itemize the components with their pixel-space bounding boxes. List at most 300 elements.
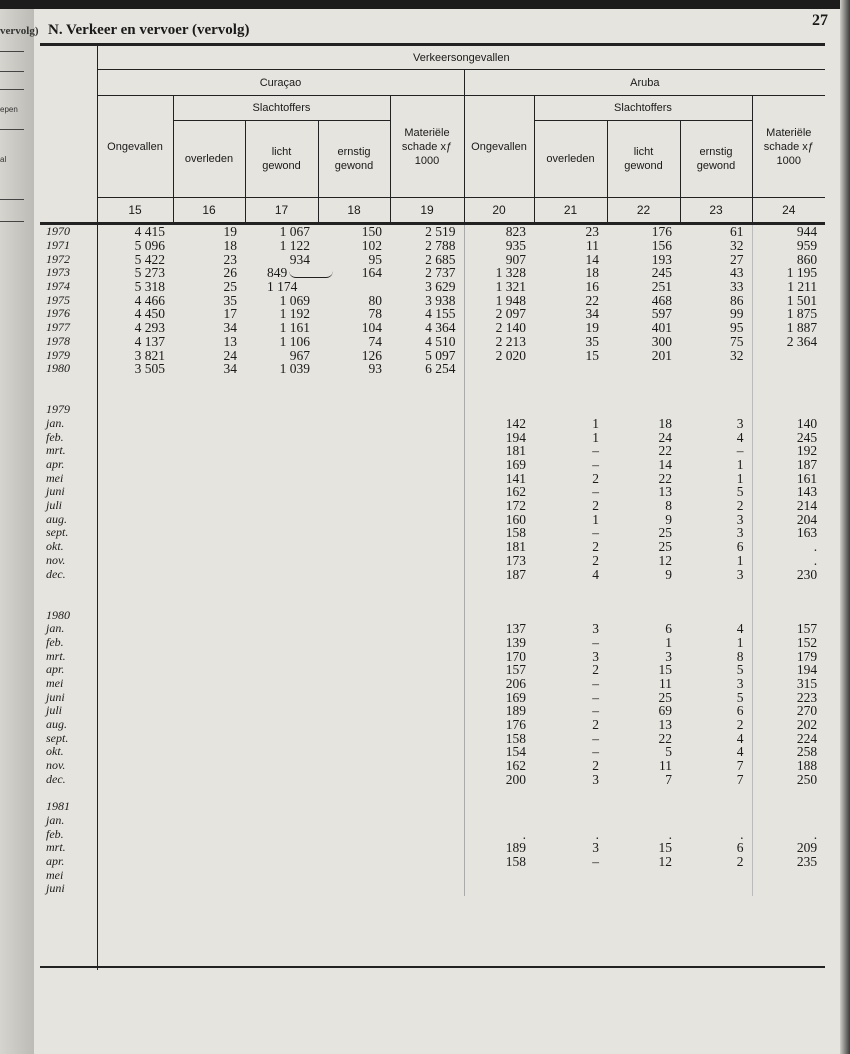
empty-cell	[390, 567, 464, 581]
empty-cell	[752, 786, 825, 800]
month-label: sept.	[40, 526, 97, 540]
table-cell	[752, 814, 825, 828]
table-cell: 11	[659, 758, 672, 774]
table-cell: 13	[658, 717, 672, 733]
table-cell: 176	[464, 718, 534, 732]
empty-cell	[245, 868, 318, 882]
column-number: 17	[245, 198, 318, 224]
empty-cell	[534, 595, 607, 609]
table-cell: 169	[464, 690, 534, 704]
empty-cell	[173, 526, 245, 540]
empty-cell	[173, 649, 245, 663]
month-row	[40, 718, 825, 732]
empty-cell	[318, 704, 390, 718]
table-cell: 4	[736, 730, 744, 746]
table-cell: 251	[651, 279, 672, 295]
table-cell: 860	[752, 252, 825, 266]
table-cell: 6	[736, 840, 744, 856]
table-cell: 193	[651, 251, 672, 267]
empty-cell	[173, 540, 245, 554]
empty-cell	[390, 718, 464, 732]
aruba-header: Aruba	[464, 70, 825, 96]
page-title: N. Verkeer en vervoer (vervolg)	[48, 22, 250, 38]
column-number: 19	[390, 198, 464, 224]
month-label: sept.	[40, 731, 97, 745]
month-row	[40, 855, 825, 869]
empty-cell	[173, 677, 245, 691]
facing-page-rule	[0, 129, 24, 130]
table-cell: 4 466	[134, 292, 165, 308]
table-cell: 35	[223, 292, 237, 308]
empty-cell	[245, 663, 318, 677]
table-cell	[534, 362, 607, 376]
table-cell: 201	[651, 347, 672, 363]
empty-cell	[173, 636, 245, 650]
table-cell: 25	[658, 689, 672, 705]
table-cell: 1 106	[279, 333, 310, 349]
aruba-ernstig-gewond-header: ernstig gewond	[680, 121, 752, 198]
empty-cell	[607, 403, 680, 417]
table-cell: 597	[651, 306, 672, 322]
scan-top-edge	[0, 0, 850, 9]
table-cell: 5 096	[134, 238, 165, 254]
empty-cell	[607, 800, 680, 814]
table-cell: 27	[730, 251, 744, 267]
empty-cell	[390, 595, 464, 609]
month-row	[40, 540, 825, 554]
empty-cell	[318, 841, 390, 855]
merged-cell-licht-ernstig: 1 174	[267, 279, 298, 295]
table-cell: 3	[736, 566, 744, 582]
table-cell: 944	[752, 224, 825, 239]
table-cell: 86	[730, 292, 744, 308]
empty-cell	[97, 677, 173, 691]
table-cell: 12	[658, 853, 672, 869]
curacao-overleden-header: overleden	[173, 121, 245, 198]
table-cell: 2 364	[752, 335, 825, 349]
table-cell: 75	[730, 333, 744, 349]
empty-cell	[97, 458, 173, 472]
merge-brace-icon	[289, 271, 333, 278]
traffic-accidents-table	[40, 43, 825, 896]
table-cell: 270	[752, 704, 825, 718]
empty-cell	[245, 786, 318, 800]
month-row	[40, 814, 825, 828]
empty-cell	[97, 417, 173, 431]
table-cell: 18	[658, 415, 672, 431]
table-cell: 4 450	[134, 306, 165, 322]
month-label: nov.	[40, 554, 97, 568]
table-cell: 162	[464, 485, 534, 499]
table-cell: 163	[752, 526, 825, 540]
table-cell: 173	[464, 554, 534, 568]
table-cell: 23	[223, 251, 237, 267]
table-cell: 170	[464, 649, 534, 663]
empty-cell	[173, 622, 245, 636]
aruba-ongevallen-header: Ongevallen	[464, 96, 534, 198]
year-label: 1971	[40, 239, 97, 253]
year-heading-row	[40, 800, 825, 814]
table-cell: 1 501	[752, 293, 825, 307]
accidents-table-wrapper	[40, 43, 825, 896]
table-cell: 43	[730, 265, 744, 281]
facing-page-rule	[0, 89, 24, 90]
table-cell	[752, 868, 825, 882]
table-cell: 2	[592, 539, 599, 555]
empty-cell	[97, 540, 173, 554]
table-cell: 25	[658, 525, 672, 541]
empty-cell	[318, 471, 390, 485]
table-cell: 1 321	[464, 280, 534, 294]
facing-page-fragment: epen	[0, 105, 18, 114]
month-label: aug.	[40, 512, 97, 526]
empty-cell	[680, 595, 752, 609]
stub-cell	[40, 786, 97, 800]
empty-cell	[390, 444, 464, 458]
table-cell: 22	[658, 470, 672, 486]
empty-cell	[318, 567, 390, 581]
table-cell: 162	[464, 759, 534, 773]
table-cell: 235	[752, 855, 825, 869]
year-label: 1970	[40, 224, 97, 239]
empty-cell	[318, 663, 390, 677]
table-cell: 158	[464, 731, 534, 745]
empty-cell	[752, 608, 825, 622]
table-cell: –	[592, 689, 599, 705]
table-cell: –	[592, 730, 599, 746]
empty-cell	[245, 882, 318, 896]
empty-cell	[245, 800, 318, 814]
table-cell: 142	[464, 417, 534, 431]
empty-cell	[318, 608, 390, 622]
table-cell: –	[592, 634, 599, 650]
stub-cell	[40, 595, 97, 609]
table-cell: 1 039	[279, 361, 310, 377]
spacer-row	[40, 595, 825, 609]
stub-cell	[40, 581, 97, 595]
table-cell: 3 938	[425, 292, 456, 308]
table-cell: 4 510	[425, 333, 456, 349]
empty-cell	[318, 827, 390, 841]
table-cell	[464, 882, 534, 896]
empty-cell	[390, 663, 464, 677]
empty-cell	[173, 718, 245, 732]
month-label: feb.	[40, 636, 97, 650]
year-label: 1980	[40, 608, 97, 622]
table-cell: 93	[368, 361, 382, 377]
table-cell: 12	[658, 552, 672, 568]
table-cell: 69	[658, 703, 672, 719]
table-cell: 19	[223, 224, 237, 240]
empty-cell	[245, 855, 318, 869]
empty-cell	[318, 622, 390, 636]
empty-cell	[390, 608, 464, 622]
empty-cell	[97, 704, 173, 718]
table-cell: 14	[585, 251, 599, 267]
month-row	[40, 444, 825, 458]
table-cell: –	[592, 676, 599, 692]
empty-cell	[318, 430, 390, 444]
empty-cell	[245, 471, 318, 485]
table-cell: 1 887	[752, 321, 825, 335]
table-cell	[464, 868, 534, 882]
year-label: 1977	[40, 321, 97, 335]
table-cell: 1	[592, 511, 599, 527]
table-cell: 2 685	[425, 251, 456, 267]
month-row	[40, 485, 825, 499]
empty-cell	[173, 814, 245, 828]
empty-cell	[390, 485, 464, 499]
month-row	[40, 690, 825, 704]
empty-cell	[173, 882, 245, 896]
table-cell: 2 213	[464, 335, 534, 349]
page-number: 27	[812, 12, 828, 29]
empty-cell	[390, 868, 464, 882]
table-cell: 141	[464, 471, 534, 485]
table-cell: 1 122	[279, 238, 310, 254]
empty-cell	[390, 841, 464, 855]
table-cell: 2 020	[464, 348, 534, 362]
table-cell: 4 364	[425, 320, 456, 336]
empty-cell	[318, 745, 390, 759]
table-cell: 202	[752, 718, 825, 732]
empty-cell	[245, 581, 318, 595]
month-label: okt.	[40, 745, 97, 759]
empty-cell	[97, 855, 173, 869]
annual-row	[40, 280, 825, 294]
empty-cell	[390, 581, 464, 595]
table-cell: 187	[752, 458, 825, 472]
table-cell: 160	[464, 512, 534, 526]
empty-cell	[245, 417, 318, 431]
table-cell: 35	[585, 333, 599, 349]
table-cell: 4 137	[134, 333, 165, 349]
table-cell: 959	[752, 239, 825, 253]
annual-row	[40, 348, 825, 362]
table-cell: .	[752, 554, 825, 568]
table-cell: 14	[658, 457, 672, 473]
table-cell: 2	[592, 470, 599, 486]
table-cell: 25	[658, 539, 672, 555]
table-cell	[752, 882, 825, 896]
group-header: Verkeersongevallen	[97, 45, 825, 70]
table-cell: 6 254	[425, 361, 456, 377]
empty-cell	[607, 608, 680, 622]
table-cell: 158	[464, 526, 534, 540]
table-cell: 4	[736, 429, 744, 445]
empty-cell	[534, 389, 607, 403]
table-cell: 250	[752, 773, 825, 787]
facing-page-rule	[0, 71, 24, 72]
empty-cell	[97, 471, 173, 485]
table-cell: 192	[752, 444, 825, 458]
annual-row	[40, 293, 825, 307]
column-number: 24	[752, 198, 825, 224]
empty-cell	[173, 485, 245, 499]
table-cell: 7	[736, 771, 744, 787]
table-cell: 11	[659, 676, 672, 692]
table-cell: 143	[752, 485, 825, 499]
empty-cell	[245, 554, 318, 568]
month-row	[40, 512, 825, 526]
empty-cell	[390, 814, 464, 828]
year-label: 1981	[40, 800, 97, 814]
empty-cell	[97, 786, 173, 800]
table-cell: 206	[464, 677, 534, 691]
empty-cell	[534, 581, 607, 595]
table-cell: 6	[736, 703, 744, 719]
empty-cell	[97, 800, 173, 814]
empty-cell	[245, 649, 318, 663]
table-cell: 2	[592, 662, 599, 678]
empty-cell	[318, 855, 390, 869]
table-cell: 6	[665, 621, 672, 637]
table-cell: 5	[665, 744, 672, 760]
table-cell: 1	[736, 552, 744, 568]
empty-cell	[752, 389, 825, 403]
table-cell: 172	[464, 499, 534, 513]
table-cell: 1 192	[279, 306, 310, 322]
empty-cell	[245, 745, 318, 759]
table-cell: 9	[665, 511, 672, 527]
empty-cell	[245, 704, 318, 718]
scan-right-edge	[840, 0, 850, 1054]
table-cell: 26	[223, 265, 237, 281]
column-number: 15	[97, 198, 173, 224]
empty-cell	[318, 512, 390, 526]
month-row	[40, 471, 825, 485]
table-cell: 230	[752, 567, 825, 581]
empty-cell	[390, 731, 464, 745]
year-heading-row	[40, 608, 825, 622]
empty-cell	[173, 595, 245, 609]
table-cell: 34	[223, 320, 237, 336]
empty-cell	[97, 485, 173, 499]
empty-cell	[245, 731, 318, 745]
table-cell: 11	[586, 238, 599, 254]
empty-cell	[390, 376, 464, 390]
empty-cell	[464, 389, 534, 403]
empty-cell	[390, 759, 464, 773]
empty-cell	[173, 745, 245, 759]
table-cell: 1	[592, 429, 599, 445]
year-label: 1980	[40, 362, 97, 376]
empty-cell	[318, 731, 390, 745]
empty-cell	[173, 868, 245, 882]
table-cell: 13	[658, 484, 672, 500]
empty-cell	[97, 868, 173, 882]
table-cell: 300	[651, 333, 672, 349]
month-row	[40, 499, 825, 513]
empty-cell	[97, 595, 173, 609]
empty-cell	[680, 608, 752, 622]
empty-cell	[318, 526, 390, 540]
empty-cell	[245, 512, 318, 526]
month-label: jan.	[40, 622, 97, 636]
empty-cell	[318, 718, 390, 732]
table-cell: 907	[464, 252, 534, 266]
empty-cell	[318, 786, 390, 800]
table-cell: 22	[585, 292, 599, 308]
month-row	[40, 841, 825, 855]
month-row	[40, 649, 825, 663]
annual-row	[40, 266, 825, 280]
empty-cell	[173, 499, 245, 513]
empty-cell	[318, 444, 390, 458]
empty-cell	[97, 608, 173, 622]
empty-cell	[680, 581, 752, 595]
table-cell: 157	[464, 663, 534, 677]
table-cell: 2	[736, 853, 744, 869]
month-row	[40, 430, 825, 444]
table-cell: 1 069	[279, 292, 310, 308]
month-label: jan.	[40, 814, 97, 828]
month-row	[40, 868, 825, 882]
empty-cell	[318, 759, 390, 773]
table-cell: 200	[464, 773, 534, 787]
table-cell: 1 875	[752, 307, 825, 321]
empty-cell	[97, 882, 173, 896]
table-cell: .	[740, 826, 744, 842]
empty-cell	[245, 814, 318, 828]
table-cell: 1	[736, 457, 744, 473]
table-cell: 140	[752, 417, 825, 431]
empty-cell	[245, 540, 318, 554]
table-cell: 204	[752, 512, 825, 526]
empty-cell	[173, 731, 245, 745]
table-cell: 3	[736, 525, 744, 541]
table-cell: 5	[736, 484, 744, 500]
month-label: feb.	[40, 827, 97, 841]
facing-page-rule	[0, 221, 24, 222]
table-cell: 179	[752, 649, 825, 663]
month-row	[40, 622, 825, 636]
spacer-row	[40, 786, 825, 800]
table-cell	[752, 362, 825, 376]
table-cell: 2	[736, 717, 744, 733]
empty-cell	[464, 376, 534, 390]
empty-cell	[390, 430, 464, 444]
empty-cell	[318, 636, 390, 650]
table-cell: 169	[464, 458, 534, 472]
empty-cell	[534, 376, 607, 390]
table-cell: 3	[592, 840, 599, 856]
empty-cell	[607, 595, 680, 609]
table-cell: 4	[736, 621, 744, 637]
table-cell: 194	[752, 663, 825, 677]
empty-cell	[173, 608, 245, 622]
table-cell: 5 318	[134, 279, 165, 295]
table-cell: 126	[361, 347, 382, 363]
empty-cell	[97, 567, 173, 581]
curacao-slachtoffers-header: Slachtoffers	[173, 96, 390, 121]
empty-cell	[607, 376, 680, 390]
empty-cell	[752, 376, 825, 390]
empty-cell	[390, 554, 464, 568]
spacer-row	[40, 389, 825, 403]
table-cell: 224	[752, 731, 825, 745]
year-label: 1973	[40, 266, 97, 280]
empty-cell	[97, 622, 173, 636]
empty-cell	[245, 827, 318, 841]
month-label: apr.	[40, 458, 97, 472]
table-cell: 2 788	[425, 238, 456, 254]
month-label: aug.	[40, 718, 97, 732]
empty-cell	[97, 663, 173, 677]
empty-cell	[245, 430, 318, 444]
table-cell: –	[736, 443, 744, 459]
empty-cell	[97, 827, 173, 841]
